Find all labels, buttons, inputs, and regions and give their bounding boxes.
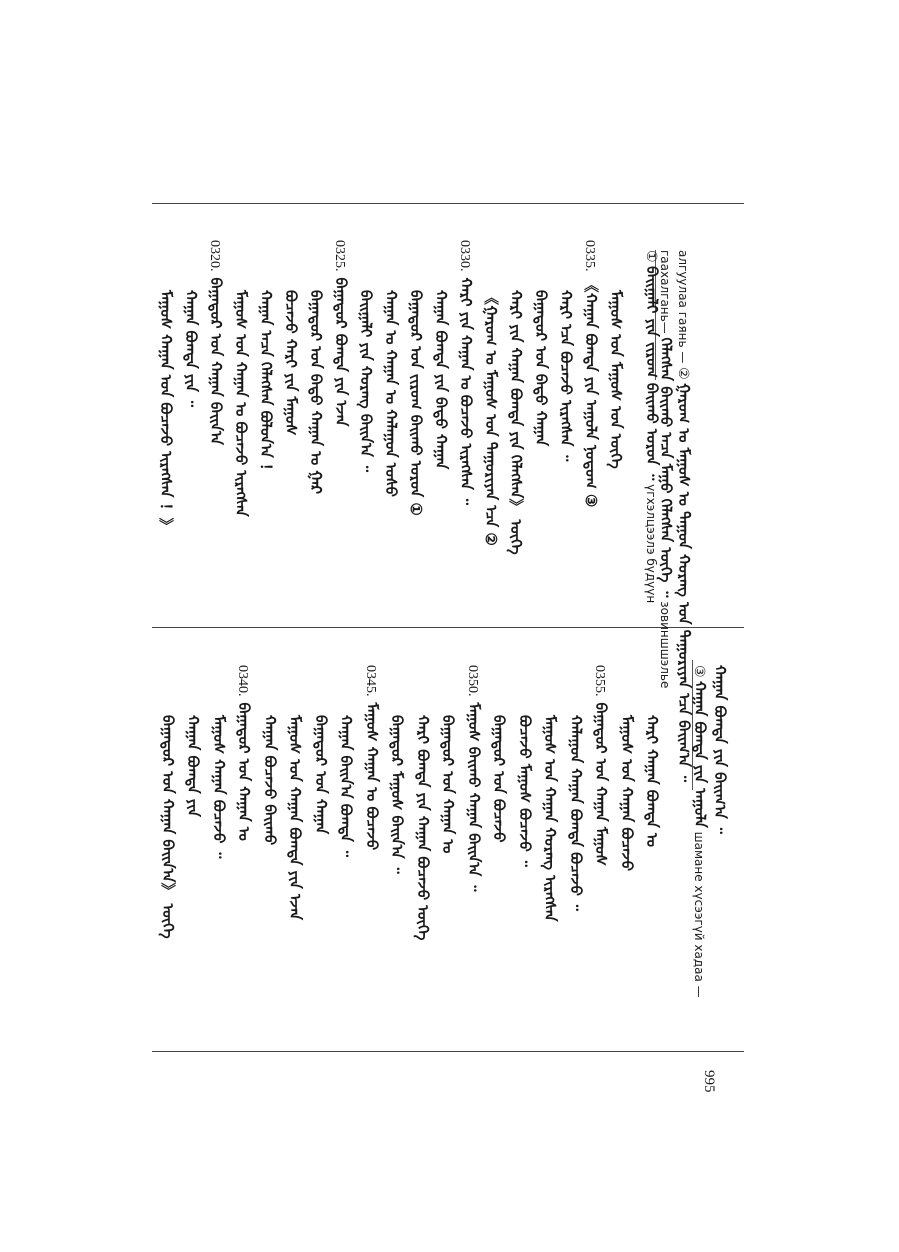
mongolian-text: ᠬᠠᠷᠢ ᠬᠠᠭᠠᠨ ᠪᠤᠭᠳᠠ ᠤ bbox=[643, 715, 661, 848]
mongolian-text: ᠮᠠᠭᠤᠰ ᠤᠨ ᠮᠠᠭᠤᠰ ᠤᠨ ᠦᠭᠡ bbox=[607, 290, 625, 469]
verse-line bbox=[515, 715, 541, 867]
verse-line bbox=[506, 290, 532, 555]
mongolian-text: ᠪᠠᠭᠠᠲᠤᠷ ᠪᠤᠭᠳᠠ ᠶᠢᠨ ᠡᠵᠡᠨ bbox=[332, 277, 350, 427]
mongolian-text: ᠬᠠᠷᠢ ᠶᠢᠨ ᠬᠠᠭᠠᠨ ᠤ ᠪᠤᠴᠠᠵᠤ ᠢᠷᠡᠭᠰᠡᠨ ᠃ bbox=[457, 277, 475, 505]
mongolian-text: ᠬᠠᠭᠠᠨ ᠪᠤᠭᠳᠠ ᠶᠢᠨ ᠠᠭᠤᠯᠠ bbox=[691, 681, 709, 828]
mongolian-text: ᠬᠠᠭᠠᠨ ᠪᠤᠭᠳᠠ ᠶᠢᠨ ᠪᠠᠢᠭ᠎ᠠ ᠃ bbox=[711, 665, 729, 834]
mongolian-text: ᠬᠠᠷᠢ ᠪᠤᠭᠳᠠ ᠶᠢᠨ ᠬᠠᠭᠠᠨ ᠪᠤᠴᠠᠵᠤ ᠦᠭᠡ bbox=[413, 715, 432, 941]
mongolian-text: ᠬᠠᠭᠠᠨ ᠪᠤᠭᠳᠠ ᠶᠢᠨ ᠪᠠᠲᠤ ᠬᠠᠭᠠᠨ bbox=[432, 290, 450, 470]
mongolian-text: ᠪᠠᠭᠠᠲᠤᠷ ᠤᠨ ᠪᠠᠲᠤ ᠬᠠᠭᠠᠨ bbox=[532, 290, 550, 446]
verse-line bbox=[387, 715, 413, 874]
mongolian-text: ᠪᠠᠢᠭᠠᠯᠢ ᠶᠢᠨ ᠵᠢᠷᠤᠭ ᠪᠠᠢᠬᠤ ᠤᠷᠤᠨ ᠃ bbox=[643, 266, 661, 481]
mongolian-text: ᠪᠠᠭᠠᠲᠤᠷ ᠤᠨ ᠬᠠᠭᠠᠨ bbox=[311, 715, 330, 835]
verse-line bbox=[540, 715, 566, 922]
verse-line bbox=[158, 715, 184, 939]
verse-line bbox=[464, 665, 490, 891]
footnote-gloss: алгуулаа гаянь — bbox=[676, 250, 690, 368]
verse-line bbox=[606, 290, 632, 469]
verse-line bbox=[481, 290, 507, 546]
mongolian-text: ᠮᠠᠭᠤᠰ ᠬᠠᠭᠠᠨ ᠪᠤᠴᠠᠵᠤ ᠃ bbox=[209, 715, 228, 859]
mongolian-text: ᠪᠠᠭᠠᠲᠤᠷ ᠤᠨ ᠬᠠᠭᠠᠨ ᠮᠠᠭᠤᠰ bbox=[592, 702, 610, 866]
mongolian-text: ᠮᠠᠭᠤᠰ ᠤᠨ ᠬᠠᠭᠠᠨ ᠪᠤᠴᠠᠵᠤ bbox=[617, 715, 636, 872]
verse-line bbox=[556, 290, 582, 461]
footnote-line bbox=[690, 665, 716, 998]
mongolian-text: ᠬᠠᠭᠠᠨ ᠠᠴᠠ ᠬᠡᠯᠡᠭᠰᠡᠨ ᠪᠤᠯᠤᠨ᠎ᠠ ！ bbox=[257, 290, 275, 479]
mongolian-text: ᠬᠠᠭᠠᠨ ᠪᠤᠭᠳᠠ ᠶᠢᠨ ᠃ bbox=[182, 290, 200, 408]
mongolian-text: ᠮᠠᠭᠤᠰ ᠬᠠᠭᠠᠨ ᠤᠨ ᠪᠤᠴᠠᠵᠤ ᠢᠷᠡᠭᠰᠡᠨ ！》 bbox=[157, 290, 175, 534]
verse-line bbox=[206, 240, 232, 445]
line-number: 0350. bbox=[464, 665, 480, 697]
footnote-marker: ③ bbox=[691, 665, 706, 682]
line-number: 0340. bbox=[235, 665, 250, 697]
verse-line bbox=[356, 290, 382, 472]
verse-line bbox=[581, 240, 607, 507]
mongolian-text: ᠬᠠᠭᠠᠨ ᠪᠠᠢᠨ᠎ᠠ ᠪᠤᠭᠳᠠ ᠃ bbox=[337, 715, 355, 858]
verse-line bbox=[566, 715, 592, 911]
line-number: 0325. bbox=[332, 240, 347, 272]
mongolian-text: ᠮᠠᠭᠤᠰ ᠤᠨ ᠬᠠᠭᠠᠨ ᠤ ᠪᠤᠴᠠᠵᠤ ᠢᠷᠡᠭᠰᠡᠨ bbox=[232, 290, 250, 517]
mongolian-text: ᠬᠠᠷᠢ ᠶᠢᠨ ᠬᠠᠭᠠᠨ ᠪᠤᠭᠳᠠ ᠶᠢᠨ ᠬᠡᠯᠡᠭᠰᠡᠨ》 ᠦᠭᠡ bbox=[507, 290, 525, 555]
verse-line bbox=[311, 715, 337, 834]
footnote-marker: ② bbox=[675, 367, 690, 384]
verse-line bbox=[381, 290, 407, 497]
mongolian-text: ᠪᠠᠭᠠᠲᠤᠷ ᠤᠨ ᠬᠠᠭᠠᠨ ᠪᠠᠢᠨ᠎ᠠ》 ᠦᠭᠡ bbox=[158, 715, 177, 939]
mongolian-text: ᠮᠠᠭᠤᠰ ᠪᠠᠢᠬᠤ ᠬᠠᠭᠠᠨ ᠪᠠᠢᠨ᠎ᠠ ᠃ bbox=[464, 702, 483, 892]
footnote-line bbox=[642, 250, 668, 603]
mongolian-text: ᠪᠠᠭᠠᠲᠤᠷ ᠤᠨ ᠪᠠᠲᠤ ᠬᠠᠭᠠᠨ ᠤ ᠭᠠᠷ bbox=[307, 290, 325, 495]
verse-line bbox=[181, 290, 207, 407]
footnote-gloss: шамане хүсээгүй хадаа — bbox=[692, 827, 706, 998]
mongolian-text: ᠭᠠᠷᠤᠭ ᠤ ᠮᠠᠭᠤᠰ ᠤ ᠳᠠᠭᠤᠨ ᠬᠤᠷᠠᠩ ᠤᠨ ᠳᠠᠭᠤᠷᠢᠶᠠᠨ ᠡᠴᠡ ᠪᠠᠢᠭ᠎ᠠ ᠃ bbox=[675, 383, 693, 782]
mongolian-text: ᠬᠠᠯᠠᠭᠤᠨ ᠬᠠᠭᠠᠨ ᠪᠤᠭᠳᠠ ᠪᠤᠴᠠᠵᠤ ᠃ bbox=[566, 715, 585, 911]
mongolian-text: ᠬᠠᠭᠠᠨ ᠤ ᠬᠠᠭᠠᠨ ᠤ ᠬᠠᠯᠠᠭᠤᠨ ᠤᠰᠤ bbox=[382, 290, 400, 497]
verse-line bbox=[531, 290, 557, 446]
mongolian-text: ᠪᠠᠭᠠᠲᠤᠷ ᠤᠨ ᠬᠠᠭᠠᠨ ᠪᠠᠢᠨ᠎ᠠ bbox=[207, 277, 225, 445]
mongolian-text: ᠪᠠᠭᠠᠲᠤᠷ ᠤᠨ ᠵᠢᠷᠤᠭ ᠪᠠᠢᠬᠤ ᠤᠷᠤᠨ ① bbox=[407, 290, 425, 516]
line-number: 0345. bbox=[362, 665, 378, 697]
verse-line bbox=[183, 715, 209, 817]
line-number: 0320. bbox=[207, 240, 222, 272]
mongolian-text: ᠮᠠᠭᠤᠰ ᠤᠨ ᠬᠠᠭᠠᠨ ᠬᠤᠷᠠᠩ ᠢᠷᠡᠭᠰᠡᠨ bbox=[541, 715, 559, 922]
top-rule bbox=[152, 203, 744, 204]
line-number: 0335. bbox=[582, 240, 597, 272]
mongolian-text: ᠪᠠᠭᠠᠲᠤᠷ ᠤᠨ ᠬᠠᠭᠠᠨ ᠤ bbox=[235, 702, 253, 841]
footnote-marker: ① bbox=[643, 250, 658, 267]
mongolian-text: ᠪᠠᠢᠭᠠᠯᠢ ᠶᠢᠨ ᠬᠤᠷᠠᠩ ᠪᠠᠢᠨ᠎ᠠ ᠃ bbox=[357, 290, 375, 473]
footnote-gloss: гаахалгань— bbox=[658, 250, 672, 338]
mongolian-text: ᠪᠤᠴᠠᠵᠤ ᠮᠠᠭᠤᠰ ᠪᠤᠴᠠᠵᠤ ᠃ bbox=[515, 715, 534, 867]
line-number: 0355. bbox=[592, 665, 607, 697]
verse-line bbox=[413, 715, 439, 940]
mongolian-text: ᠪᠤᠴᠠᠵᠤ ᠬᠠᠷᠢ ᠶᠢᠨ ᠮᠠᠭᠤᠰ bbox=[282, 290, 300, 436]
bottom-rule bbox=[152, 1051, 744, 1052]
mongolian-text: ᠪᠠᠭᠠᠲᠤᠷ ᠮᠠᠭᠤᠰ ᠪᠠᠢᠨ᠎ᠠ ᠃ bbox=[388, 715, 406, 874]
verse-line bbox=[362, 665, 388, 850]
verse-line bbox=[281, 290, 307, 436]
verse-line bbox=[438, 715, 464, 853]
verse-line bbox=[456, 240, 482, 505]
verse-line bbox=[336, 715, 362, 857]
verse-line bbox=[209, 715, 235, 859]
verse-line bbox=[260, 715, 286, 845]
mongolian-text: ᠮᠠᠭᠤᠰ ᠬᠠᠭᠠᠨ ᠤ ᠪᠤᠴᠠᠵᠤ bbox=[362, 702, 381, 851]
verse-line bbox=[331, 240, 357, 426]
mongolian-text: ᠬᠠᠭᠠᠨ ᠪᠤᠭᠳᠠ ᠶᠢᠨ bbox=[184, 715, 202, 817]
verse-line bbox=[489, 715, 515, 843]
mongolian-text: ᠬᠠᠷᠢ ᠡᠴᠡ ᠪᠤᠴᠠᠵᠤ ᠢᠷᠡᠭᠰᠡᠨ ᠃ bbox=[557, 290, 575, 462]
footnote-gloss: үгхэлцээлэ бүдүүн bbox=[644, 480, 658, 604]
verse-line bbox=[591, 665, 617, 866]
mongolian-text: 《ᠭᠠᠷᠤᠭ ᠤ ᠮᠠᠭᠤᠰ ᠤᠨ ᠳᠠᠭᠤᠷᠢᠶᠠᠨ ᠡᠴᠡ ② bbox=[482, 290, 500, 546]
verse-line bbox=[406, 290, 432, 516]
mongolian-text: ᠬᠡᠯᠡᠭᠰᠡᠨ ᠪᠠᠢᠬᠤ ᠠᠴᠠ ᠮᠠᠭᠤ ᠬᠡᠯᠡᠭᠰᠡᠨ ᠦᠭᠡ ᠃ bbox=[657, 337, 675, 598]
verse-line bbox=[231, 290, 257, 517]
footnote-gloss: зовиншшэлье bbox=[658, 597, 672, 689]
verse-line bbox=[431, 290, 457, 469]
verse-line bbox=[642, 715, 668, 847]
verse-line bbox=[306, 290, 332, 494]
line-number: 0330. bbox=[457, 240, 472, 272]
page-number: 995 bbox=[701, 1070, 717, 1093]
mongolian-text: ᠮᠠᠭᠤᠰ ᠤᠨ ᠬᠠᠭᠠᠨ ᠪᠤᠭᠳᠠ ᠶᠢᠨ ᠡᠵᠡᠨ bbox=[286, 715, 304, 921]
verse-line bbox=[617, 715, 643, 871]
mongolian-text: 《ᠬᠠᠭᠠᠨ ᠪᠤᠭᠳᠠ ᠶᠢᠨ ᠠᠭᠤᠯᠠ ᠨᠤᠲᠤᠭ ③ bbox=[582, 277, 600, 508]
verse-line bbox=[234, 665, 260, 841]
mongolian-text: ᠪᠠᠭᠠᠲᠤᠷ ᠤᠨ ᠬᠠᠭᠠᠨ ᠤ bbox=[439, 715, 457, 854]
mongolian-text: ᠪᠠᠭᠠᠲᠤᠷ ᠤᠨ ᠪᠤᠴᠠᠵᠤ bbox=[490, 715, 508, 843]
verse-line bbox=[285, 715, 311, 920]
verse-line bbox=[156, 290, 182, 533]
verse-line bbox=[256, 290, 282, 478]
mongolian-text: ᠬᠠᠭᠠᠨ ᠪᠤᠴᠠᠵᠤ ᠪᠠᠢᠬᠤ bbox=[260, 715, 279, 846]
